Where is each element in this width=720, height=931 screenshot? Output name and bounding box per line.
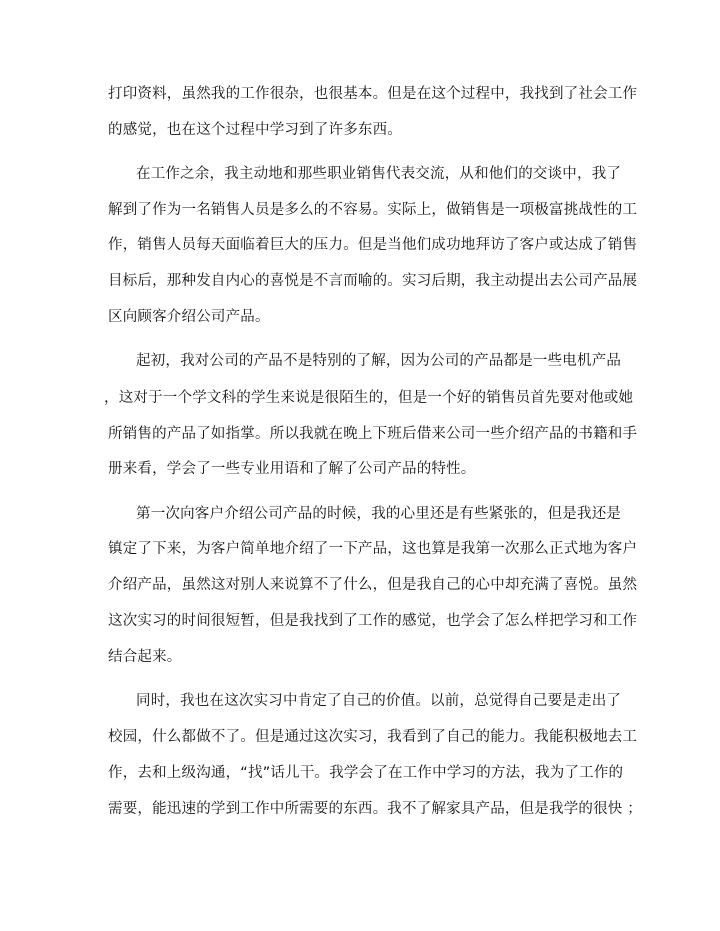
text-line: 解到了作为一名销售人员是多么的不容易。实际上，做销售是一项极富挑战性的工 bbox=[108, 202, 638, 218]
text-line: 作，去和上级沟通，“找”话儿干。我学会了在工作中学习的方法，我为了工作的 bbox=[108, 765, 624, 781]
text-line: 在工作之余，我主动地和那些职业销售代表交流，从和他们的交谈中，我了 bbox=[136, 166, 622, 182]
text-line: 同时，我也在这次实习中肯定了自己的价值。以前，总觉得自己要是走出了 bbox=[136, 693, 622, 709]
text-line: 所销售的产品了如指掌。所以我就在晚上下班后借来公司一些介绍产品的书籍和手 bbox=[108, 426, 638, 442]
text-line: 结合起来。 bbox=[108, 649, 182, 665]
text-line: ，这对于一个学文科的学生来说是很陌生的，但是一个好的销售员首先要对他或她 bbox=[104, 390, 634, 406]
text-line: 目标后，那种发自内心的喜悦是不言而喻的。实习后期，我主动提出去公司产品展 bbox=[108, 273, 638, 289]
text-line: 作，销售人员每天面临着巨大的压力。但是当他们成功地拜访了客户或达成了销售 bbox=[108, 237, 638, 253]
text-line: 第一次向客户介绍公司产品的时候，我的心里还是有些紧张的，但是我还是 bbox=[136, 506, 622, 522]
text-line: 介绍产品，虽然这对别人来说算不了什么，但是我自己的心中却充满了喜悦。虽然 bbox=[108, 577, 638, 593]
text-line: 打印资料，虽然我的工作很杂，也很基本。但是在这个过程中，我找到了社会工作 bbox=[108, 86, 638, 102]
text-line: 需要，能迅速的学到工作中所需要的东西。我不了解家具产品，但是我学的很快 ； bbox=[108, 801, 643, 817]
text-line: 起初，我对公司的产品不是特别的了解，因为公司的产品都是一些电机产品 bbox=[136, 353, 622, 369]
text-line: 镇定了下来，为客户简单地介绍了一下产品，这也算是我第一次那么正式地为客户 bbox=[108, 541, 638, 557]
text-line: 区向顾客介绍公司产品。 bbox=[108, 309, 270, 325]
text-line: 这次实习的时间很短暂，但是我找到了工作的感觉，也学会了怎么样把学习和工作 bbox=[108, 613, 638, 629]
text-line: 的感觉，也在这个过程中学习到了许多东西。 bbox=[108, 122, 402, 138]
text-line: 册来看，学会了一些专业用语和了解了公司产品的特性。 bbox=[108, 461, 476, 477]
text-line: 校园，什么都做不了。但是通过这次实习，我看到了自己的能力。我能积极地去工 bbox=[108, 729, 638, 745]
